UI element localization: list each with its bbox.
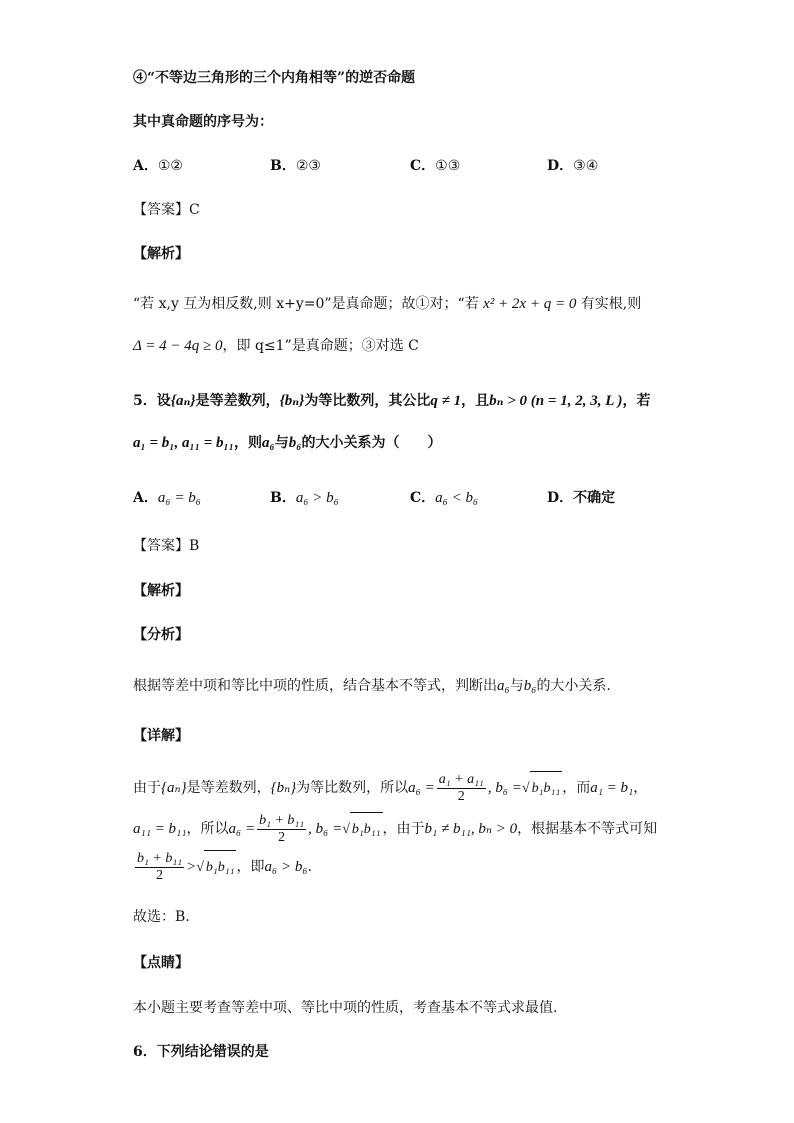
q5-fenxi-text: 根据等差中项和等比中项的性质，结合基本不等式，判断出a₆与b₆的大小关系.	[133, 678, 611, 694]
fraction: $\frac{\text{b₁ + b₁₁}}{2}$	[137, 850, 183, 883]
q4-answer: 【答案】C	[133, 202, 200, 218]
q6-stem: 6．下列结论错误的是	[133, 1044, 269, 1060]
q5-detail-line-1: 由于{aₙ}是等差数列，{bₙ}为等比数列，所以a₆ = $\frac{\text{a₁ + a₁₁}}{2}$ , b₆ =√ b₁b₁₁ ，而a₁ = b₁，	[133, 771, 734, 806]
q4-option-d: D．③④	[547, 158, 599, 174]
fraction: $\frac{\text{a₁ + a₁₁}}{2}$	[438, 771, 484, 804]
q4-option-b: B．②③	[270, 158, 321, 174]
q5-stem-line-2: a₁ = b₁, a₁₁ = b₁₁，则a₆与b₆的大小关系为（ ）	[133, 435, 442, 451]
q5-comment-text: 本小题主要考查等差中项、等比中项的性质，考查基本不等式求最值.	[133, 1000, 558, 1016]
sqrt-icon: √	[342, 822, 350, 837]
q5-option-d: D．不确定	[547, 490, 616, 506]
sqrt-icon: √	[196, 860, 204, 875]
math-expression: x² + 2x + q = 0	[483, 296, 577, 312]
q4-prompt: 其中真命题的序号为：	[133, 114, 273, 130]
q5-comment-heading: 【点睛】	[133, 955, 189, 971]
q4-option-c: C．①③	[410, 158, 461, 174]
q4-analysis-line-1: “若 x,y 互为相反数,则 x+y=0”是真命题；故①对；“若 x² + 2x + q = 0 有实根,则	[133, 296, 642, 312]
q5-detail-heading: 【详解】	[133, 728, 189, 744]
q5-option-b: B．a₆ > b₆	[270, 490, 339, 506]
q5-conclusion: 故选：B.	[133, 909, 190, 925]
q5-option-c: C．a₆ < b₆	[410, 490, 479, 506]
q5-detail-line-2: a₁₁ = b₁₁，所以a₆ = $\frac{\text{b₁ + b₁₁}}{2}$ , b₆ =√ b₁b₁₁ ，由于b₁ ≠ b₁₁, bₙ > 0，根据基本不等式可知	[133, 812, 734, 847]
q5-fenxi-heading: 【分析】	[133, 627, 189, 643]
q5-stem-line-1: 5．设{aₙ}是等差数列，{bₙ}为等比数列，其公比q ≠ 1，且bₙ > 0 (n = 1, 2, 3, L )，若	[133, 393, 651, 409]
q4-option-a: A．①②	[133, 158, 183, 174]
q5-analysis-heading: 【解析】	[133, 583, 189, 599]
q5-answer: 【答案】B	[133, 538, 200, 554]
q5-detail-line-3: $\frac{\text{b₁ + b₁₁}}{2}$ >√ b₁b₁₁ ，即a₆ > b₆.	[133, 850, 734, 885]
q5-option-a: A．a₆ = b₆	[133, 490, 201, 506]
q4-analysis-heading: 【解析】	[133, 246, 189, 262]
sqrt-icon: √	[521, 781, 530, 796]
math-expression: Δ = 4 − 4q ≥ 0	[133, 338, 223, 354]
fraction: $\frac{\text{b₁ + b₁₁}}{2}$	[259, 812, 305, 845]
q4-analysis-line-2: Δ = 4 − 4q ≥ 0，即 q≤1”是真命题；③对选 C	[133, 338, 419, 354]
q4-item-4: ④“不等边三角形的三个内角相等”的逆否命题	[133, 70, 416, 86]
